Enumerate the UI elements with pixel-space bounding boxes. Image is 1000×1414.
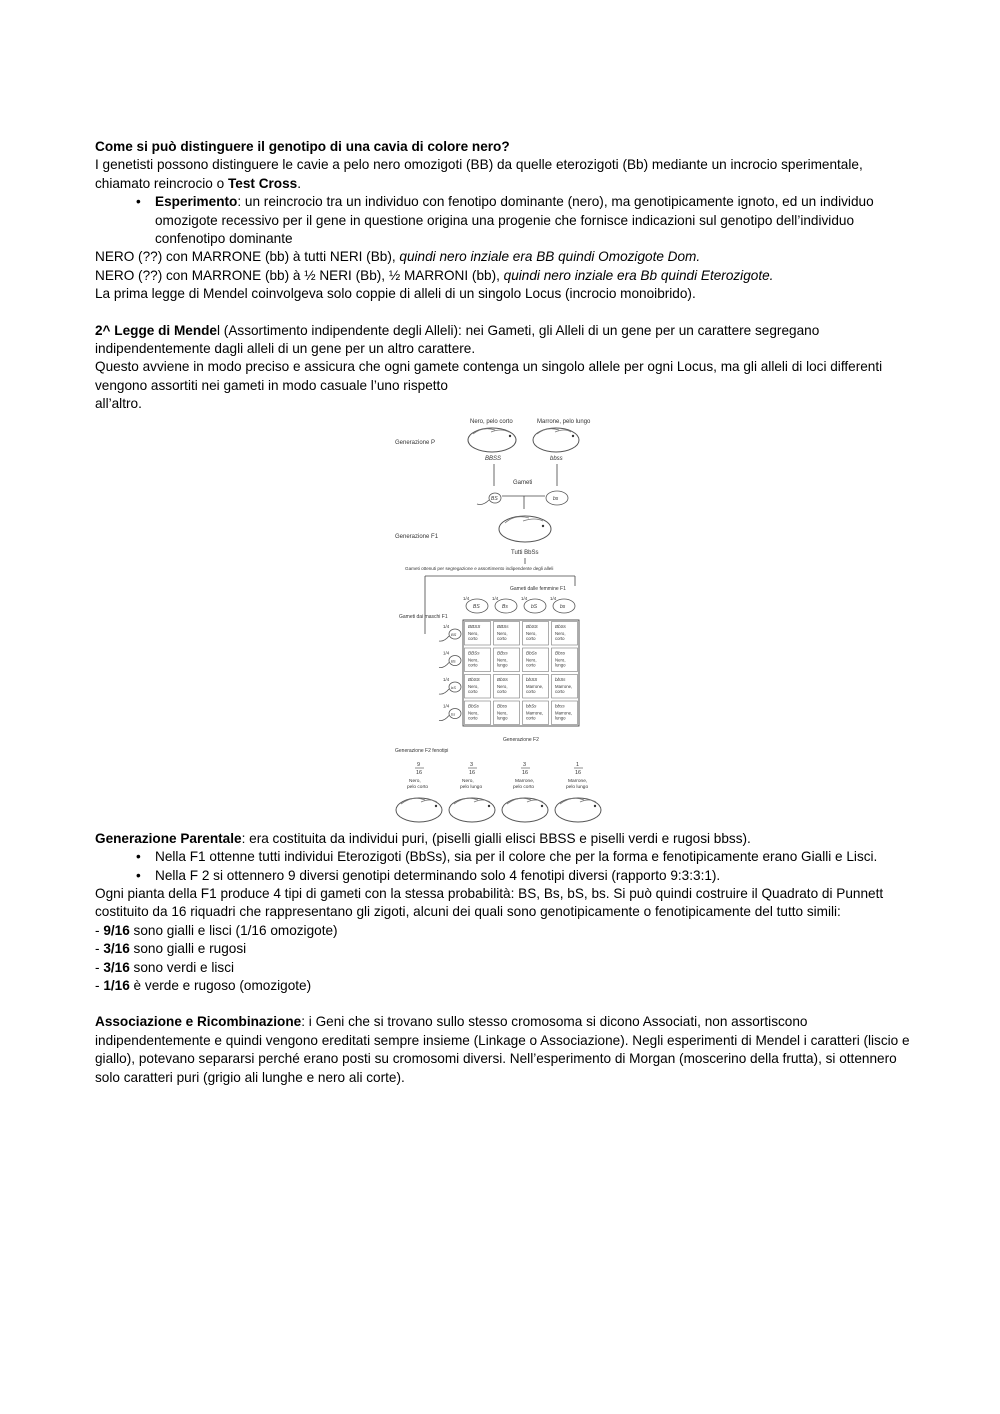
label-female-gamete: BS [473,603,480,610]
label-gen-f1: Generazione F1 [395,533,439,540]
heading-second-law: 2^ Legge di Mendel (Assortimento indipendente degli Alleli): nei Gameti, gli Alleli di un gene per un carattere segregano indipendentemente dagli alleli di un gene per un altro carattere. [95,322,820,357]
label-quarter: 1/4 [492,595,499,601]
ratio-denominator: 16 [469,769,476,776]
punnett-phenotype: corto [526,662,536,668]
paragraph-punnett: Ogni pianta della F1 produce 4 tipi di gameti con la stessa probabilità: BS, Bs, bS, bs. Si può quindi costruire il Quadrato di Punnett costituito da 16 riquadri che rappresentano gli zigoti, alcuni dei quali sono genotipicamente o fenotipicamente del tutto simili: [95,885,884,920]
punnett-genotype: BBSs [497,623,509,629]
label-male-gamete: bs [451,711,456,717]
label-gamete-right: bs [553,495,559,502]
guinea-pig-eye [541,804,543,806]
list-item-ratio: - 3/16 sono gialli e rugosi [95,941,247,957]
punnett-genotype: Bbss [497,703,508,709]
punnett-phenotype: Nero, [497,683,508,689]
heading-test-cross: Come si può distinguere il genotipo di una cavia di colore nero? [95,139,510,154]
punnett-phenotype: Nero, [468,683,479,689]
ratio-phenotype-label: Marrone, [515,778,535,784]
punnett-phenotype: Marrone, [555,710,573,716]
punnett-genotype: bbSs [555,676,566,682]
punnett-genotype: BBSS [468,623,481,629]
list-item-ratio: - 9/16 sono gialli e lisci (1/16 omozigote) [95,922,338,938]
punnett-phenotype: Nero, [497,710,508,716]
punnett-genotype: BbSs [526,650,537,656]
dihybrid-cross-diagram [395,414,610,830]
paragraph-test-cross: I genetisti possono distinguere le cavie a pelo nero omozigoti (BB) da quelle eterozigoti (Bb) mediante un incrocio sperimentale, chiamato reincrocio o Test Cross. [95,157,863,191]
label-male-gamete: BS [451,631,457,637]
punnett-phenotype: Nero, [526,630,537,636]
guinea-pig-f1 [499,516,551,542]
punnett-phenotype: corto [526,688,536,694]
ratio-phenotype-label: pelo corto [407,784,429,790]
punnett-phenotype: corto [497,688,507,694]
sperm-tail [439,689,449,694]
label-quarter: 1/4 [443,703,450,709]
label-male-gametes: Gameti dai maschi F1 [399,613,448,620]
punnett-square [463,620,579,726]
male-gamete-column [439,624,461,721]
punnett-genotype: BBss [497,650,508,656]
label-female-gamete: bs [560,603,566,610]
punnett-phenotype: Marrone, [526,683,544,689]
label-quarter: 1/4 [521,595,528,601]
line-first-law: La prima legge di Mendel coinvolgeva solo coppie di alleli di un singolo Locus (incrocio monoibrido). [95,286,696,302]
punnett-genotype: BbSs [555,623,566,629]
punnett-genotype: bbss [555,703,565,709]
punnett-phenotype: Nero, [468,630,479,636]
punnett-phenotype: Nero, [555,630,566,636]
ratio-numerator: 3 [470,761,474,768]
ratio-phenotype-label: pelo lungo [460,784,483,790]
guinea-pig-parent-left [468,428,516,452]
punnett-phenotype: Nero, [555,657,566,663]
label-all-f1: Tutti BbSs [511,549,539,556]
label-quarter: 1/4 [550,595,557,601]
guinea-pig-f2 [449,798,495,822]
punnett-phenotype: corto [555,635,565,641]
punnett-phenotype: Marrone, [555,683,573,689]
punnett-phenotype: lungo [497,662,508,668]
punnett-phenotype: lungo [555,662,566,668]
punnett-phenotype: lungo [497,715,508,721]
label-quarter: 1/4 [443,650,450,656]
punnett-phenotype: Nero, [497,657,508,663]
ratio-numerator: 3 [523,761,527,768]
label-parent-right: Marrone, pelo lungo [537,418,591,425]
sperm-tail [439,715,449,720]
bullet-list-experiment [95,193,910,248]
punnett-phenotype: corto [468,662,478,668]
label-female-gamete: bS [531,603,538,610]
guinea-pig-f2 [502,798,548,822]
ratio-phenotype-label: Nero, [409,778,421,784]
punnett-genotype: BbSS [526,623,538,629]
heading-parental-generation: Generazione Parentale: era costituita da individui puri, (piselli gialli elisci BBSS e piselli verdi e rugosi bbss). [95,830,751,846]
punnett-phenotype: corto [526,635,536,641]
punnett-phenotype: Marrone, [526,710,544,716]
guinea-pig-eye [488,804,490,806]
ratio-denominator: 16 [575,769,582,776]
female-gamete-row [463,596,575,613]
punnett-phenotype: Nero, [468,710,479,716]
line-cross-result-1: NERO (??) con MARRONE (bb) à tutti NERI (Bb), quindi nero inziale era BB quindi Omozigote Dom. [95,249,701,265]
punnett-phenotype: corto [555,688,565,694]
label-gen-f2-pheno: Generazione F2 fenotipi [395,747,449,754]
punnett-phenotype: Nero, [526,657,537,663]
punnett-genotype: BbSs [468,703,479,709]
label-geno-left: BBSS [485,455,502,462]
label-gametes-note: Gameti ottenuti per segregazione e assortimento indipendente degli alleli [405,565,554,571]
punnett-phenotype: lungo [555,715,566,721]
ratio-phenotype-label: Marrone, [568,778,588,784]
guinea-pig-f2 [396,798,442,822]
label-parent-left: Nero, pelo corto [470,418,513,425]
punnett-phenotype: corto [468,688,478,694]
label-female-gamete: Bs [502,603,508,610]
punnett-genotype: BbSs [497,676,508,682]
punnett-phenotype: corto [468,715,478,721]
punnett-genotype: Bbss [555,650,566,656]
punnett-phenotype: corto [468,635,478,641]
document-page [95,138,910,1087]
ratio-numerator: 9 [417,761,421,768]
list-item-ratio: - 1/16 è verde e rugoso (omozigote) [95,977,312,993]
paragraph-second-law: Questo avviene in modo preciso e assicura che ogni gamete contenga un singolo allele per ogni Locus, ma gli alleli di loci differenti vengono assortiti nei gameti in modo casuale l’uno rispetto [95,359,883,393]
punnett-genotype: BBSs [468,650,480,656]
label-gen-p: Generazione P [395,439,436,446]
label-male-gamete: bS [451,684,456,690]
term-test-cross: Test Cross [227,175,298,191]
bullet-experiment: • Esperimento: un reincrocio tra un individuo con fenotipo dominante (nero), ma genotipicamente ignoto, ed un individuo omozigote recessivo per il gene in questione origina una progenie che fornisce indicazioni sul genotipo dell’individuo confenotipo dominante [95,193,910,248]
label-quarter: 1/4 [443,676,450,682]
list-item-ratio: - 3/16 sono verdi e lisci [95,959,235,975]
sperm-tail [439,662,449,667]
ratio-denominator: 16 [522,769,529,776]
sperm-tail [439,636,449,641]
line-cross-result-2: NERO (??) con MARRONE (bb) à ½ NERI (Bb), ½ MARRONI (bb), quindi nero inziale era Bb quindi Eterozigote. [95,267,774,283]
guinea-pig-f2 [555,798,601,822]
label-gamete-left: BS [491,495,498,502]
punnett-phenotype: Nero, [497,630,508,636]
punnett-phenotype: corto [526,715,536,721]
punnett-genotype: BbSS [468,676,480,682]
bullet-f1: • Nella F1 ottenne tutti individui Eterozigoti (BbSs), sia per il colore che per la forma e fenotipicamente erano Gialli e Lisci. [95,848,910,866]
guinea-pig-eye [594,804,596,806]
label-gameti: Gameti [513,479,533,486]
label-gen-f2: Generazione F2 [503,736,539,743]
label-geno-right: bbss [550,455,563,462]
punnett-phenotype: corto [497,635,507,641]
punnett-genotype: bbSs [526,703,537,709]
punnett-phenotype: Nero, [468,657,479,663]
guinea-pig-parent-right [533,428,579,452]
paragraph-association: Associazione e Ricombinazione: i Geni che si trovano sullo stesso cromosoma si dicono Associati, non assortiscono indipendentemente e quindi vengono ereditati sempre insieme (Linkage o Associazione). Negli esperimenti di Mendel i caratteri (liscio e giallo), potevano separarsi perché erano posti su cromosomi diversi. Nell’esperimento di Morgan (moscerino della frutta), si ottennero solo caratteri puri (grigio ali lunghe e nero ali corte). [95,1014,910,1085]
f2-phenotype-ratios [396,762,601,822]
ratio-phenotype-label: pelo corto [513,784,535,790]
label-female-gametes: Gameti dalle femmine F1 [510,585,566,592]
ratio-phenotype-label: pelo lungo [566,784,589,790]
bullet-list-f1-f2 [95,848,910,885]
label-quarter: 1/4 [443,623,450,629]
label-male-gamete: Bs [451,658,456,664]
dihybrid-cross-figure [395,414,610,830]
guinea-pig-eye [435,804,437,806]
bullet-f2: • Nella F 2 si ottennero 9 diversi genotipi determinando solo 4 fenotipi diversi (rapporto 9:3:3:1). [95,867,910,885]
ratio-denominator: 16 [416,769,423,776]
punnett-genotype: bbSS [526,676,538,682]
label-quarter: 1/4 [463,595,470,601]
figure-wrapper [95,414,910,830]
ratio-phenotype-label: Nero, [462,778,474,784]
ratio-numerator: 1 [576,761,580,768]
paragraph-second-law-end: all’altro. [95,396,142,412]
